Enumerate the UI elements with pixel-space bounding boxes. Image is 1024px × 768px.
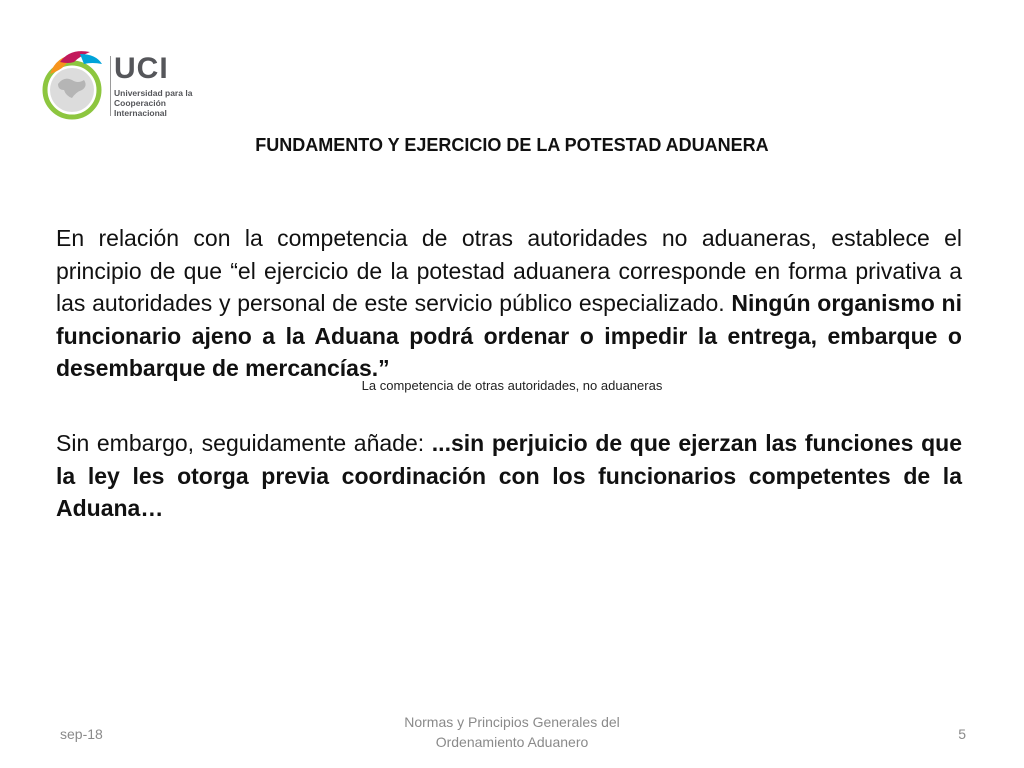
- logo-text: [114, 54, 220, 118]
- globe-logo-icon: [40, 44, 108, 128]
- footer-date: sep-18: [60, 726, 103, 742]
- logo-wordmark: UCI: [114, 52, 169, 85]
- logo-subtitle-2: Cooperación Internacional: [114, 98, 167, 118]
- paragraph-2-bold: ...sin perjuicio de que ejerzan las funciones que la ley les otorga previa coordinación con los funcionarios competentes de la Aduana…: [56, 430, 962, 521]
- uci-logo: [40, 44, 220, 128]
- paragraph-1-bold: Ningún organismo ni funcionario ajeno a la Aduana podrá ordenar o impedir la entrega, embarque o desembarque de mercancías.”: [56, 290, 962, 381]
- logo-subtitle-1: Universidad para la: [114, 88, 193, 98]
- footer-title-line-1: Normas y Principios Generales del: [404, 714, 620, 730]
- paragraph-1-text: En relación con la competencia de otras autoridades no aduaneras, establece el principio de que “el ejercicio de la potestad aduanera corresponde en forma privativa a las autoridades y personal de este servicio público especializado.: [56, 225, 962, 316]
- paragraph-1: [56, 222, 962, 385]
- logo-divider: [110, 56, 111, 116]
- paragraph-2: [56, 427, 962, 525]
- slide-title: FUNDAMENTO Y EJERCICIO DE LA POTESTAD ADUANERA: [255, 135, 769, 155]
- overlay-caption: La competencia de otras autoridades, no aduaneras: [361, 378, 663, 393]
- footer-title: [362, 712, 662, 752]
- footer-page-number: 5: [958, 726, 966, 742]
- paragraph-2-text: Sin embargo, seguidamente añade:: [56, 430, 432, 456]
- footer-title-line-2: Ordenamiento Aduanero: [435, 734, 589, 750]
